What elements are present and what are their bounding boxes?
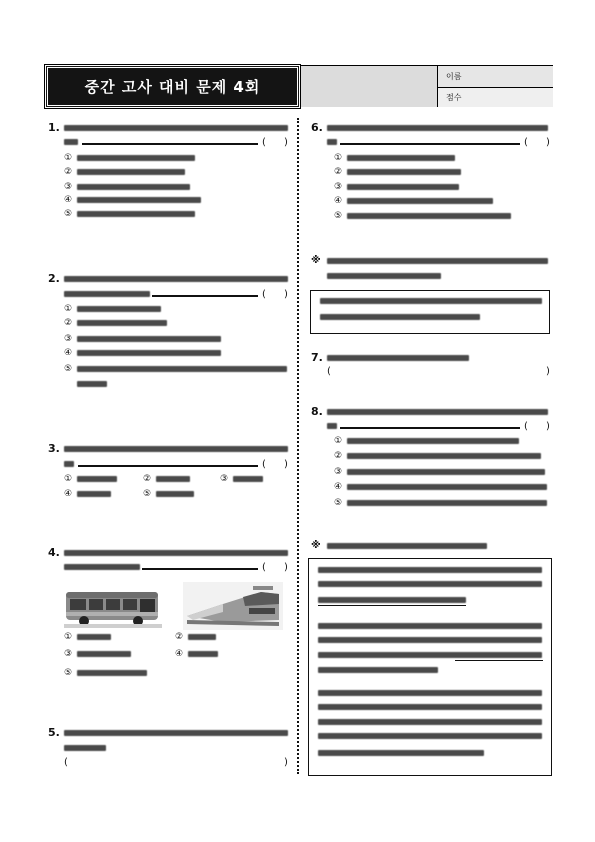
answer-rule xyxy=(82,143,258,145)
answer-rule xyxy=(152,295,258,297)
question-text-line xyxy=(64,564,140,570)
passage-underline xyxy=(318,605,466,606)
option-marker[interactable]: ③ xyxy=(220,474,229,484)
option-marker[interactable]: ① xyxy=(64,304,73,314)
question-text-line xyxy=(64,446,288,452)
option-text xyxy=(77,320,167,326)
option-text xyxy=(77,476,117,482)
answer-close: ) xyxy=(546,366,550,377)
question-number: 4. xyxy=(48,546,60,559)
passage-text-line xyxy=(318,733,542,739)
option-marker[interactable]: ③ xyxy=(334,182,343,192)
reading-passage-box xyxy=(310,290,550,334)
option-text xyxy=(77,350,221,356)
option-marker[interactable]: ④ xyxy=(334,196,343,206)
option-marker[interactable]: ② xyxy=(175,632,184,642)
question-number: 7. xyxy=(311,351,323,364)
option-text xyxy=(156,491,194,497)
option-marker[interactable]: ③ xyxy=(64,182,73,192)
option-text xyxy=(156,476,190,482)
question-text-line xyxy=(327,125,548,131)
question-text-line xyxy=(64,730,288,736)
option-text xyxy=(77,184,190,190)
option-marker[interactable]: ② xyxy=(64,318,73,328)
option-text xyxy=(77,366,287,372)
option-text xyxy=(188,651,218,657)
option-marker[interactable]: ③ xyxy=(64,334,73,344)
question-text-line xyxy=(64,291,150,297)
passage-text-line xyxy=(318,623,542,629)
option-marker[interactable]: ① xyxy=(64,632,73,642)
name-label: 이름 xyxy=(446,72,462,81)
option-text xyxy=(188,634,216,640)
option-text xyxy=(347,155,455,161)
option-marker[interactable]: ⑤ xyxy=(64,364,73,374)
passage-text-line xyxy=(318,567,542,573)
option-text xyxy=(77,634,111,640)
passage-text-line xyxy=(318,704,542,710)
passage-text-line xyxy=(318,652,542,658)
train-photo xyxy=(183,582,283,630)
option-text xyxy=(77,169,185,175)
score-field[interactable] xyxy=(437,88,553,107)
answer-close: ) xyxy=(284,137,288,148)
option-marker[interactable]: ⑤ xyxy=(64,668,73,678)
option-text xyxy=(347,484,547,490)
option-marker[interactable]: ② xyxy=(64,167,73,177)
question-text-line xyxy=(64,139,78,145)
answer-open: ( xyxy=(524,137,528,148)
instruction-text-line xyxy=(327,258,548,264)
name-field[interactable] xyxy=(437,66,553,88)
question-number: 5. xyxy=(48,726,60,739)
option-marker[interactable]: ⑤ xyxy=(64,209,73,219)
answer-close: ) xyxy=(546,421,550,432)
option-marker[interactable]: ⑤ xyxy=(143,489,152,499)
option-marker[interactable]: ④ xyxy=(64,489,73,499)
answer-close: ) xyxy=(284,757,288,768)
answer-rule xyxy=(142,568,258,570)
question-text-line xyxy=(64,125,288,131)
question-text-line xyxy=(64,461,74,467)
answer-close: ) xyxy=(284,289,288,300)
option-marker[interactable]: ① xyxy=(334,436,343,446)
option-marker[interactable]: ④ xyxy=(64,195,73,205)
answer-rule xyxy=(340,427,520,429)
option-marker[interactable]: ① xyxy=(334,153,343,163)
note-marker: ※ xyxy=(311,540,321,551)
option-marker[interactable]: ① xyxy=(64,153,73,163)
question-text-line xyxy=(327,355,469,361)
passage-text-line xyxy=(318,581,542,587)
answer-open: ( xyxy=(262,459,266,470)
option-text xyxy=(77,670,147,676)
option-text xyxy=(77,197,201,203)
passage-text-line xyxy=(318,667,438,673)
option-marker[interactable]: ② xyxy=(334,451,343,461)
option-marker[interactable]: ① xyxy=(64,474,73,484)
option-marker[interactable]: ④ xyxy=(175,649,184,659)
option-text xyxy=(347,198,493,204)
answer-open: ( xyxy=(262,289,266,300)
option-text xyxy=(347,438,519,444)
question-text-line xyxy=(327,423,337,429)
question-number: 8. xyxy=(311,405,323,418)
option-marker[interactable]: ③ xyxy=(334,467,343,477)
option-marker[interactable]: ⑤ xyxy=(334,211,343,221)
option-text xyxy=(77,651,131,657)
option-text xyxy=(77,491,111,497)
bus-photo xyxy=(64,586,162,628)
option-marker[interactable]: ④ xyxy=(334,482,343,492)
option-text xyxy=(77,381,107,387)
question-text-line xyxy=(64,550,288,556)
option-text xyxy=(77,336,221,342)
option-text xyxy=(347,453,541,459)
option-marker[interactable]: ⑤ xyxy=(334,498,343,508)
answer-rule xyxy=(78,465,258,467)
passage-text-line xyxy=(318,690,542,696)
option-marker[interactable]: ② xyxy=(143,474,152,484)
answer-close: ) xyxy=(284,459,288,470)
answer-open: ( xyxy=(524,421,528,432)
instruction-text-line xyxy=(327,273,441,279)
page-title: 중간 고사 대비 문제 4회 xyxy=(45,65,300,108)
answer-close: ) xyxy=(284,562,288,573)
question-text-line xyxy=(64,745,106,751)
question-text-line xyxy=(327,409,548,415)
option-text xyxy=(77,306,161,312)
answer-close: ) xyxy=(546,137,550,148)
answer-rule xyxy=(340,143,520,145)
score-label: 점수 xyxy=(446,93,462,102)
question-number: 1. xyxy=(48,121,60,134)
column-divider xyxy=(297,118,299,774)
option-marker[interactable]: ② xyxy=(334,167,343,177)
question-number: 2. xyxy=(48,272,60,285)
answer-open: ( xyxy=(262,562,266,573)
question-number: 3. xyxy=(48,442,60,455)
question-text-line xyxy=(327,139,337,145)
option-text xyxy=(347,184,459,190)
passage-text-line xyxy=(318,597,466,603)
option-text xyxy=(77,211,195,217)
answer-open[interactable]: ( xyxy=(327,366,331,377)
answer-open[interactable]: ( xyxy=(64,757,68,768)
option-text xyxy=(233,476,263,482)
header-blank-box xyxy=(300,66,438,107)
instruction-text-line xyxy=(327,543,487,549)
option-text xyxy=(347,169,461,175)
option-marker[interactable]: ③ xyxy=(64,649,73,659)
option-text xyxy=(77,155,195,161)
question-text-line xyxy=(64,276,288,282)
option-marker[interactable]: ④ xyxy=(64,348,73,358)
passage-text-line xyxy=(318,637,542,643)
question-number: 6. xyxy=(311,121,323,134)
passage-text-line xyxy=(320,314,480,320)
option-text xyxy=(347,213,511,219)
passage-text-line xyxy=(320,298,542,304)
option-text xyxy=(347,500,547,506)
passage-underline xyxy=(455,660,543,661)
passage-text-line xyxy=(318,750,484,756)
note-marker: ※ xyxy=(311,255,321,266)
passage-text-line xyxy=(318,719,542,725)
option-text xyxy=(347,469,545,475)
answer-open: ( xyxy=(262,137,266,148)
